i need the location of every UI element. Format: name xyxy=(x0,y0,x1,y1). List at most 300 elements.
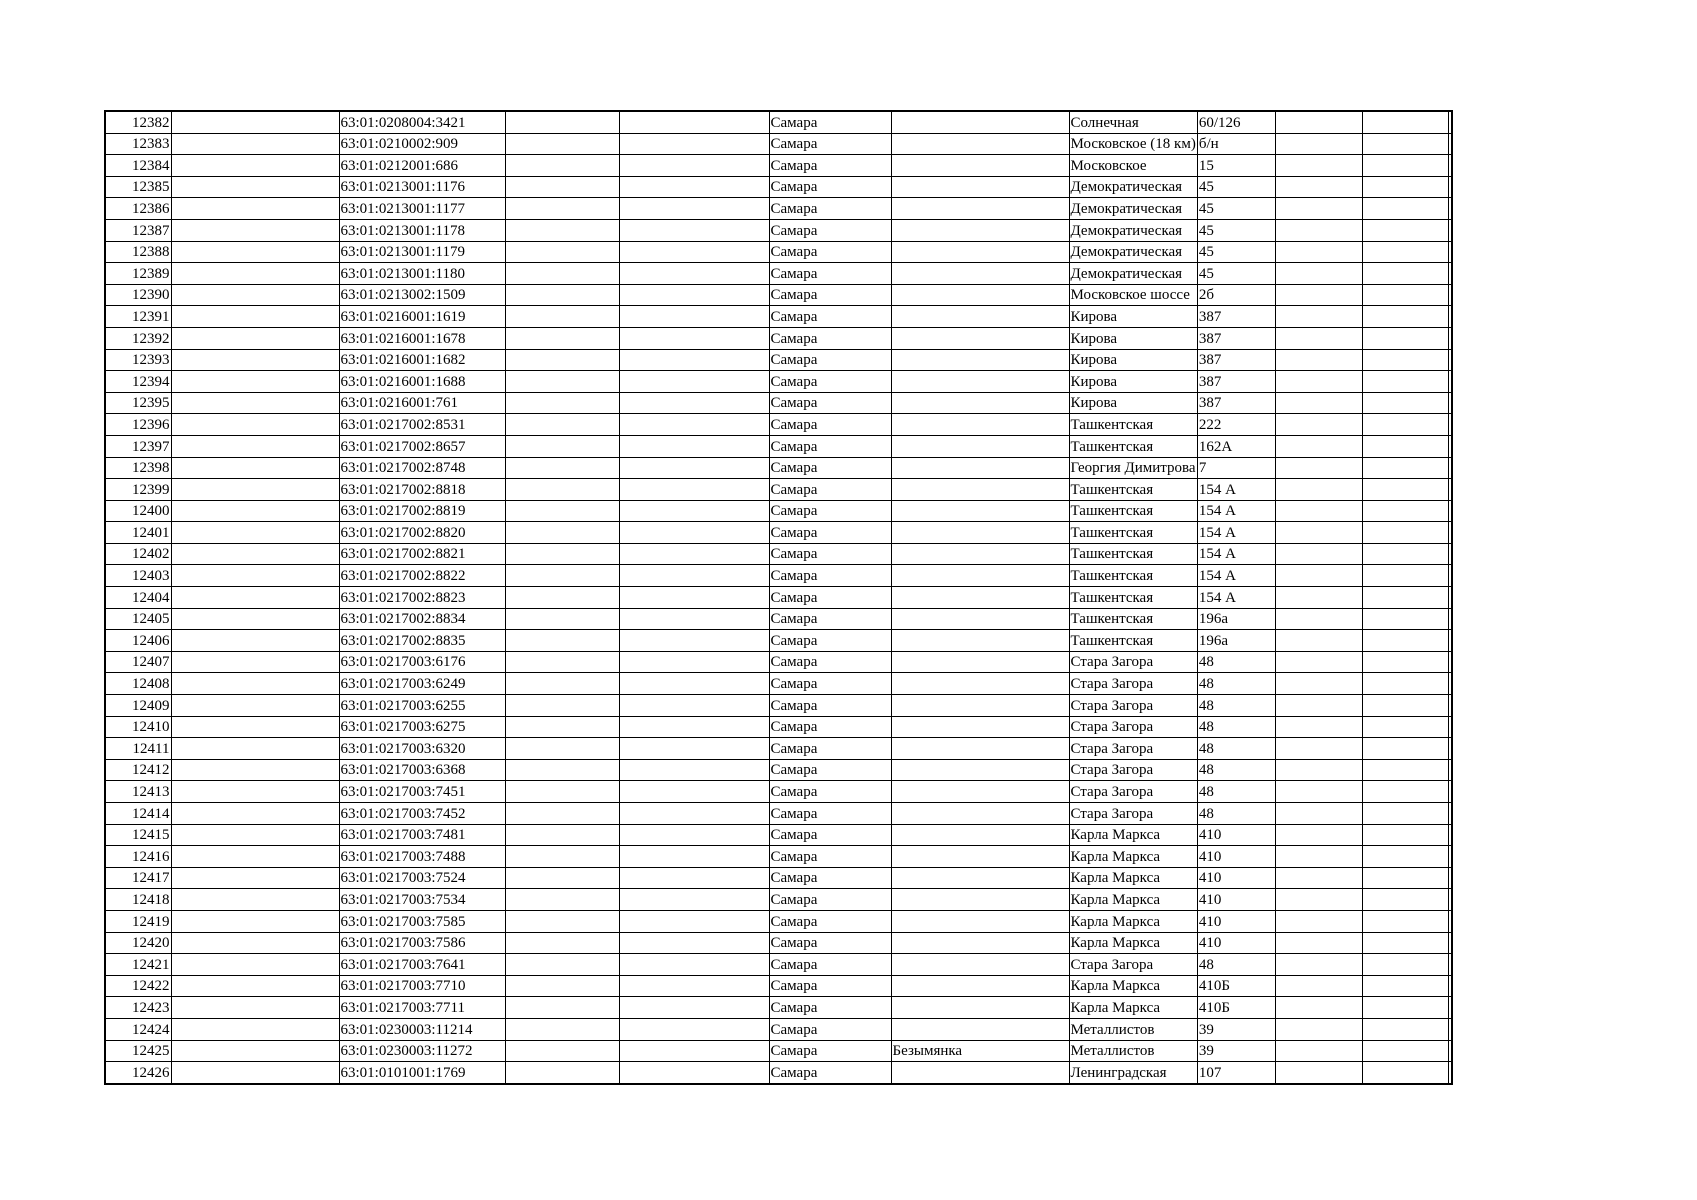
district-cell xyxy=(891,608,1069,630)
table-row xyxy=(105,954,1452,976)
empty-cell xyxy=(1362,111,1448,133)
district-cell xyxy=(891,349,1069,371)
row-number-cell: 12412 xyxy=(105,759,171,781)
empty-cell xyxy=(1362,543,1448,565)
empty-cell xyxy=(619,608,769,630)
empty-cell xyxy=(171,565,339,587)
street-cell: Карла Маркса xyxy=(1069,824,1197,846)
row-number-cell: 12387 xyxy=(105,219,171,241)
street-cell: Ташкентская xyxy=(1069,522,1197,544)
empty-cell xyxy=(505,932,619,954)
district-cell xyxy=(891,1062,1069,1084)
row-number-cell: 12418 xyxy=(105,889,171,911)
row-number-cell: 12384 xyxy=(105,155,171,177)
empty-cell xyxy=(1275,133,1362,155)
empty-cell xyxy=(505,176,619,198)
empty-cell xyxy=(171,975,339,997)
city-cell: Самара xyxy=(769,630,891,652)
table-row xyxy=(105,910,1452,932)
empty-cell xyxy=(171,1062,339,1084)
empty-cell xyxy=(1448,306,1452,328)
table-row xyxy=(105,803,1452,825)
cadastral-number-cell: 63:01:0217002:8748 xyxy=(339,457,505,479)
street-cell: Стара Загора xyxy=(1069,803,1197,825)
empty-cell xyxy=(505,1018,619,1040)
city-cell: Самара xyxy=(769,781,891,803)
empty-cell xyxy=(619,435,769,457)
empty-cell xyxy=(171,414,339,436)
district-cell xyxy=(891,111,1069,133)
table-row xyxy=(105,414,1452,436)
empty-cell xyxy=(1275,111,1362,133)
cadastral-number-cell: 63:01:0217003:7585 xyxy=(339,910,505,932)
empty-cell xyxy=(1275,608,1362,630)
cadastral-number-cell: 63:01:0213002:1509 xyxy=(339,284,505,306)
district-cell xyxy=(891,457,1069,479)
house-number-cell: 410 xyxy=(1197,910,1275,932)
empty-cell xyxy=(171,543,339,565)
empty-cell xyxy=(1275,824,1362,846)
empty-cell xyxy=(505,587,619,609)
empty-cell xyxy=(1362,1040,1448,1062)
cadastral-number-cell: 63:01:0216001:1688 xyxy=(339,371,505,393)
empty-cell xyxy=(619,327,769,349)
district-cell xyxy=(891,1018,1069,1040)
empty-cell xyxy=(1448,867,1452,889)
empty-cell xyxy=(1362,673,1448,695)
empty-cell xyxy=(1275,349,1362,371)
house-number-cell: 387 xyxy=(1197,349,1275,371)
cadastral-number-cell: 63:01:0217003:6176 xyxy=(339,651,505,673)
empty-cell xyxy=(505,867,619,889)
empty-cell xyxy=(171,673,339,695)
district-cell xyxy=(891,219,1069,241)
table-row xyxy=(105,630,1452,652)
table-row xyxy=(105,975,1452,997)
empty-cell xyxy=(171,327,339,349)
cadastral-number-cell: 63:01:0217003:6275 xyxy=(339,716,505,738)
table-row xyxy=(105,284,1452,306)
city-cell: Самара xyxy=(769,910,891,932)
empty-cell xyxy=(1362,867,1448,889)
empty-cell xyxy=(1275,327,1362,349)
row-number-cell: 12390 xyxy=(105,284,171,306)
empty-cell xyxy=(505,371,619,393)
empty-cell xyxy=(171,219,339,241)
table-row xyxy=(105,1018,1452,1040)
empty-cell xyxy=(1448,479,1452,501)
table-row xyxy=(105,543,1452,565)
empty-cell xyxy=(1362,608,1448,630)
street-cell: Ташкентская xyxy=(1069,565,1197,587)
empty-cell xyxy=(1362,176,1448,198)
table-row xyxy=(105,500,1452,522)
district-cell xyxy=(891,867,1069,889)
house-number-cell: 2б xyxy=(1197,284,1275,306)
empty-cell xyxy=(1448,1040,1452,1062)
empty-cell xyxy=(619,306,769,328)
empty-cell xyxy=(171,349,339,371)
district-cell xyxy=(891,587,1069,609)
district-cell xyxy=(891,306,1069,328)
row-number-cell: 12386 xyxy=(105,198,171,220)
empty-cell xyxy=(505,673,619,695)
empty-cell xyxy=(1275,176,1362,198)
cadastral-number-cell: 63:01:0216001:1682 xyxy=(339,349,505,371)
empty-cell xyxy=(171,846,339,868)
street-cell: Кирова xyxy=(1069,349,1197,371)
street-cell: Демократическая xyxy=(1069,219,1197,241)
empty-cell xyxy=(1448,932,1452,954)
row-number-cell: 12408 xyxy=(105,673,171,695)
empty-cell xyxy=(171,198,339,220)
street-cell: Ташкентская xyxy=(1069,587,1197,609)
empty-cell xyxy=(505,522,619,544)
district-cell xyxy=(891,392,1069,414)
empty-cell xyxy=(1448,219,1452,241)
table-row xyxy=(105,651,1452,673)
empty-cell xyxy=(1362,716,1448,738)
empty-cell xyxy=(171,306,339,328)
empty-cell xyxy=(171,803,339,825)
empty-cell xyxy=(619,889,769,911)
empty-cell xyxy=(505,111,619,133)
empty-cell xyxy=(619,241,769,263)
empty-cell xyxy=(1448,263,1452,285)
empty-cell xyxy=(171,133,339,155)
empty-cell xyxy=(1362,781,1448,803)
table-row xyxy=(105,349,1452,371)
city-cell: Самара xyxy=(769,263,891,285)
street-cell: Карла Маркса xyxy=(1069,932,1197,954)
cadastral-number-cell: 63:01:0230003:11272 xyxy=(339,1040,505,1062)
empty-cell xyxy=(505,198,619,220)
street-cell: Стара Загора xyxy=(1069,673,1197,695)
row-number-cell: 12410 xyxy=(105,716,171,738)
empty-cell xyxy=(505,435,619,457)
street-cell: Стара Загора xyxy=(1069,651,1197,673)
table-row xyxy=(105,198,1452,220)
district-cell xyxy=(891,284,1069,306)
table-row xyxy=(105,716,1452,738)
empty-cell xyxy=(505,133,619,155)
table-row xyxy=(105,522,1452,544)
district-cell xyxy=(891,176,1069,198)
cadastral-number-cell: 63:01:0216001:1678 xyxy=(339,327,505,349)
street-cell: Демократическая xyxy=(1069,198,1197,220)
empty-cell xyxy=(1362,651,1448,673)
district-cell xyxy=(891,846,1069,868)
row-number-cell: 12382 xyxy=(105,111,171,133)
district-cell xyxy=(891,673,1069,695)
street-cell: Карла Маркса xyxy=(1069,867,1197,889)
empty-cell xyxy=(505,392,619,414)
empty-cell xyxy=(171,716,339,738)
row-number-cell: 12394 xyxy=(105,371,171,393)
empty-cell xyxy=(505,414,619,436)
city-cell: Самара xyxy=(769,759,891,781)
empty-cell xyxy=(1448,543,1452,565)
empty-cell xyxy=(1448,630,1452,652)
district-cell xyxy=(891,695,1069,717)
city-cell: Самара xyxy=(769,435,891,457)
empty-cell xyxy=(1275,392,1362,414)
empty-cell xyxy=(1362,263,1448,285)
house-number-cell: 48 xyxy=(1197,651,1275,673)
empty-cell xyxy=(171,587,339,609)
empty-cell xyxy=(171,435,339,457)
empty-cell xyxy=(505,306,619,328)
house-number-cell: 410 xyxy=(1197,824,1275,846)
empty-cell xyxy=(1275,500,1362,522)
empty-cell xyxy=(1275,457,1362,479)
empty-cell xyxy=(505,219,619,241)
empty-cell xyxy=(1362,327,1448,349)
cadastral-number-cell: 63:01:0208004:3421 xyxy=(339,111,505,133)
table-row xyxy=(105,565,1452,587)
empty-cell xyxy=(1448,587,1452,609)
empty-cell xyxy=(505,500,619,522)
table-row xyxy=(105,781,1452,803)
empty-cell xyxy=(1362,565,1448,587)
empty-cell xyxy=(171,954,339,976)
empty-cell xyxy=(505,479,619,501)
street-cell: Демократическая xyxy=(1069,241,1197,263)
empty-cell xyxy=(1362,306,1448,328)
empty-cell xyxy=(1362,587,1448,609)
street-cell: Кирова xyxy=(1069,327,1197,349)
city-cell: Самара xyxy=(769,371,891,393)
empty-cell xyxy=(619,371,769,393)
district-cell xyxy=(891,263,1069,285)
empty-cell xyxy=(505,241,619,263)
empty-cell xyxy=(619,263,769,285)
empty-cell xyxy=(505,651,619,673)
empty-cell xyxy=(1362,1018,1448,1040)
street-cell: Ташкентская xyxy=(1069,500,1197,522)
empty-cell xyxy=(1448,695,1452,717)
empty-cell xyxy=(1362,954,1448,976)
empty-cell xyxy=(619,954,769,976)
cadastral-number-cell: 63:01:0216001:761 xyxy=(339,392,505,414)
district-cell xyxy=(891,522,1069,544)
street-cell: Ташкентская xyxy=(1069,543,1197,565)
house-number-cell: 196а xyxy=(1197,608,1275,630)
row-number-cell: 12389 xyxy=(105,263,171,285)
empty-cell xyxy=(1362,500,1448,522)
empty-cell xyxy=(1448,1018,1452,1040)
empty-cell xyxy=(1275,543,1362,565)
empty-cell xyxy=(619,349,769,371)
house-number-cell: 45 xyxy=(1197,198,1275,220)
district-cell xyxy=(891,198,1069,220)
street-cell: Карла Маркса xyxy=(1069,975,1197,997)
city-cell: Самара xyxy=(769,241,891,263)
street-cell: Карла Маркса xyxy=(1069,997,1197,1019)
empty-cell xyxy=(1362,695,1448,717)
cadastral-number-cell: 63:01:0217002:8823 xyxy=(339,587,505,609)
table-row xyxy=(105,155,1452,177)
cadastral-number-cell: 63:01:0217003:7488 xyxy=(339,846,505,868)
empty-cell xyxy=(505,889,619,911)
row-number-cell: 12405 xyxy=(105,608,171,630)
district-cell xyxy=(891,435,1069,457)
street-cell: Металлистов xyxy=(1069,1018,1197,1040)
empty-cell xyxy=(1448,155,1452,177)
district-cell xyxy=(891,241,1069,263)
house-number-cell: 48 xyxy=(1197,781,1275,803)
row-number-cell: 12393 xyxy=(105,349,171,371)
empty-cell xyxy=(505,284,619,306)
empty-cell xyxy=(505,975,619,997)
empty-cell xyxy=(1448,565,1452,587)
cadastral-number-cell: 63:01:0217002:8835 xyxy=(339,630,505,652)
empty-cell xyxy=(619,695,769,717)
empty-cell xyxy=(619,759,769,781)
row-number-cell: 12391 xyxy=(105,306,171,328)
empty-cell xyxy=(1275,997,1362,1019)
city-cell: Самара xyxy=(769,155,891,177)
table-row xyxy=(105,608,1452,630)
empty-cell xyxy=(1448,954,1452,976)
empty-cell xyxy=(171,500,339,522)
table-row xyxy=(105,219,1452,241)
table-row xyxy=(105,392,1452,414)
empty-cell xyxy=(1448,1062,1452,1084)
table-row xyxy=(105,824,1452,846)
street-cell: Карла Маркса xyxy=(1069,910,1197,932)
cadastral-number-cell: 63:01:0217003:7452 xyxy=(339,803,505,825)
empty-cell xyxy=(619,457,769,479)
city-cell: Самара xyxy=(769,1062,891,1084)
empty-cell xyxy=(1362,435,1448,457)
row-number-cell: 12414 xyxy=(105,803,171,825)
cadastral-number-cell: 63:01:0217002:8821 xyxy=(339,543,505,565)
street-cell: Ташкентская xyxy=(1069,414,1197,436)
street-cell: Московское (18 км) xyxy=(1069,133,1197,155)
street-cell: Карла Маркса xyxy=(1069,846,1197,868)
street-cell: Ташкентская xyxy=(1069,479,1197,501)
house-number-cell: 387 xyxy=(1197,371,1275,393)
empty-cell xyxy=(1275,1062,1362,1084)
table-row xyxy=(105,371,1452,393)
district-cell xyxy=(891,954,1069,976)
empty-cell xyxy=(619,803,769,825)
empty-cell xyxy=(1448,284,1452,306)
empty-cell xyxy=(505,716,619,738)
house-number-cell: 7 xyxy=(1197,457,1275,479)
city-cell: Самара xyxy=(769,1018,891,1040)
empty-cell xyxy=(505,608,619,630)
empty-cell xyxy=(1275,954,1362,976)
cadastral-number-cell: 63:01:0217003:7451 xyxy=(339,781,505,803)
city-cell: Самара xyxy=(769,824,891,846)
house-number-cell: б/н xyxy=(1197,133,1275,155)
empty-cell xyxy=(1275,587,1362,609)
house-number-cell: 410 xyxy=(1197,889,1275,911)
cadastral-number-cell: 63:01:0212001:686 xyxy=(339,155,505,177)
city-cell: Самара xyxy=(769,111,891,133)
empty-cell xyxy=(1448,176,1452,198)
house-number-cell: 107 xyxy=(1197,1062,1275,1084)
house-number-cell: 48 xyxy=(1197,716,1275,738)
city-cell: Самара xyxy=(769,133,891,155)
empty-cell xyxy=(171,867,339,889)
empty-cell xyxy=(1448,781,1452,803)
district-cell xyxy=(891,781,1069,803)
district-cell xyxy=(891,500,1069,522)
empty-cell xyxy=(1448,651,1452,673)
empty-cell xyxy=(1275,522,1362,544)
row-number-cell: 12423 xyxy=(105,997,171,1019)
empty-cell xyxy=(171,608,339,630)
empty-cell xyxy=(1362,219,1448,241)
house-number-cell: 48 xyxy=(1197,673,1275,695)
empty-cell xyxy=(1275,306,1362,328)
city-cell: Самара xyxy=(769,479,891,501)
cadastral-number-cell: 63:01:0217003:7710 xyxy=(339,975,505,997)
street-cell: Московское xyxy=(1069,155,1197,177)
cadastral-number-cell: 63:01:0230003:11214 xyxy=(339,1018,505,1040)
district-cell xyxy=(891,327,1069,349)
cadastral-number-cell: 63:01:0213001:1177 xyxy=(339,198,505,220)
street-cell: Кирова xyxy=(1069,371,1197,393)
district-cell xyxy=(891,759,1069,781)
empty-cell xyxy=(1448,824,1452,846)
cadastral-number-cell: 63:01:0217003:6249 xyxy=(339,673,505,695)
row-number-cell: 12406 xyxy=(105,630,171,652)
empty-cell xyxy=(1448,759,1452,781)
district-cell xyxy=(891,565,1069,587)
row-number-cell: 12402 xyxy=(105,543,171,565)
empty-cell xyxy=(619,781,769,803)
street-cell: Металлистов xyxy=(1069,1040,1197,1062)
house-number-cell: 222 xyxy=(1197,414,1275,436)
house-number-cell: 45 xyxy=(1197,219,1275,241)
empty-cell xyxy=(505,781,619,803)
house-number-cell: 48 xyxy=(1197,759,1275,781)
city-cell: Самара xyxy=(769,673,891,695)
house-number-cell: 48 xyxy=(1197,695,1275,717)
empty-cell xyxy=(619,500,769,522)
house-number-cell: 162А xyxy=(1197,435,1275,457)
empty-cell xyxy=(1448,716,1452,738)
table-row xyxy=(105,111,1452,133)
empty-cell xyxy=(1275,975,1362,997)
empty-cell xyxy=(505,803,619,825)
city-cell: Самара xyxy=(769,198,891,220)
house-number-cell: 45 xyxy=(1197,176,1275,198)
empty-cell xyxy=(505,824,619,846)
street-cell: Ташкентская xyxy=(1069,630,1197,652)
empty-cell xyxy=(619,867,769,889)
house-number-cell: 39 xyxy=(1197,1040,1275,1062)
house-number-cell: 48 xyxy=(1197,803,1275,825)
city-cell: Самара xyxy=(769,457,891,479)
empty-cell xyxy=(619,846,769,868)
district-cell xyxy=(891,932,1069,954)
empty-cell xyxy=(171,738,339,760)
empty-cell xyxy=(1362,824,1448,846)
empty-cell xyxy=(619,997,769,1019)
house-number-cell: 410 xyxy=(1197,932,1275,954)
cadastral-number-cell: 63:01:0217002:8657 xyxy=(339,435,505,457)
city-cell: Самара xyxy=(769,176,891,198)
cadastral-number-cell: 63:01:0217002:8820 xyxy=(339,522,505,544)
house-number-cell: 154 А xyxy=(1197,543,1275,565)
empty-cell xyxy=(1275,219,1362,241)
empty-cell xyxy=(1362,910,1448,932)
